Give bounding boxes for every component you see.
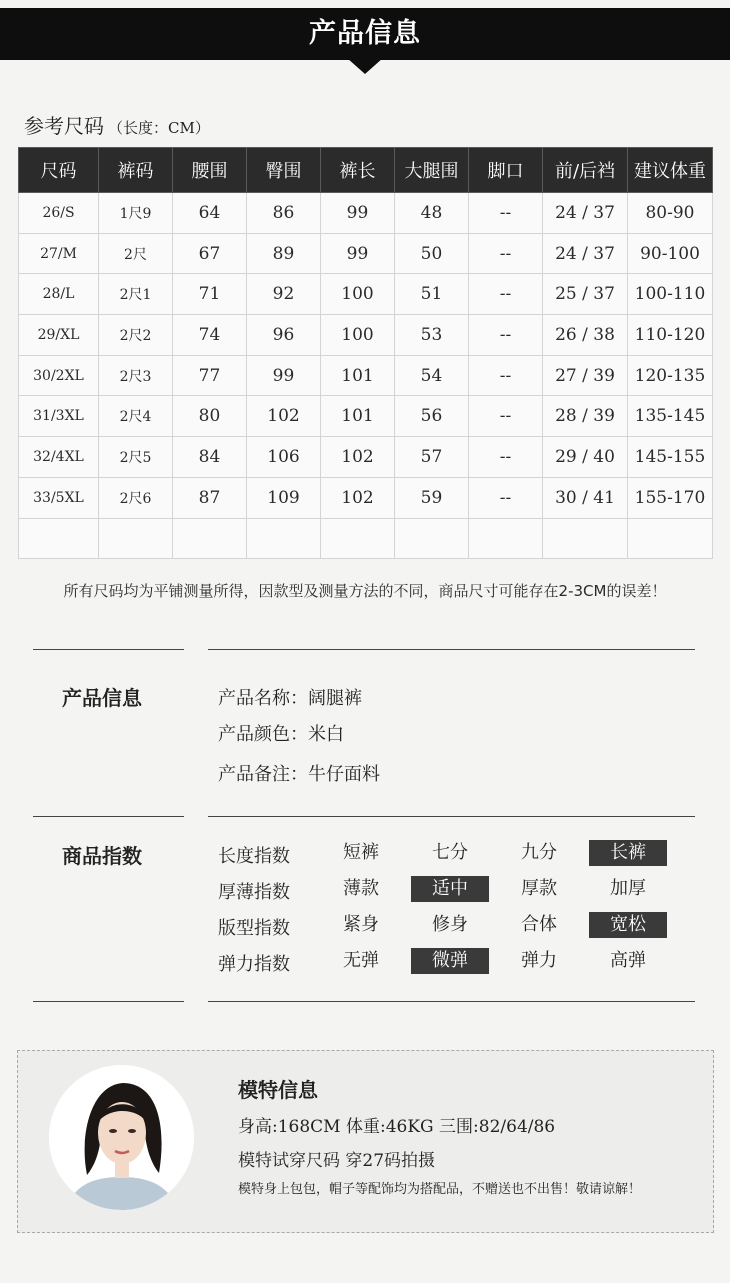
table-cell: 74 <box>173 315 247 356</box>
table-cell: 102 <box>247 396 321 437</box>
table-cell: 71 <box>173 274 247 315</box>
table-cell: 26 / 38 <box>543 315 628 356</box>
table-cell: 2尺 <box>99 233 173 274</box>
table-cell: 77 <box>173 355 247 396</box>
index-option: 合体 <box>521 914 557 935</box>
size-chart-table <box>18 147 713 559</box>
table-cell: 87 <box>173 477 247 518</box>
table-cell: -- <box>469 233 543 274</box>
table-cell: 100 <box>321 315 395 356</box>
table-cell: -- <box>469 355 543 396</box>
index-option-selected: 宽松 <box>589 912 667 938</box>
table-cell: 26/S <box>19 193 99 234</box>
table-cell: -- <box>469 274 543 315</box>
index-label: 长度指数 <box>218 846 290 867</box>
table-cell: 53 <box>395 315 469 356</box>
table-cell: 155-170 <box>628 477 713 518</box>
index-label: 弹力指数 <box>218 954 290 975</box>
table-row <box>19 233 713 274</box>
index-option: 加厚 <box>610 878 646 899</box>
table-cell: 99 <box>247 355 321 396</box>
index-option: 七分 <box>432 842 468 863</box>
table-cell: 32/4XL <box>19 437 99 478</box>
table-cell: 120-135 <box>628 355 713 396</box>
size-chart-unit: （长度：CM） <box>108 119 210 137</box>
table-cell: 28/L <box>19 274 99 315</box>
table-cell: 101 <box>321 355 395 396</box>
size-chart-header-cell: 大腿围 <box>395 148 469 193</box>
index-option-selected: 微弹 <box>411 948 489 974</box>
size-chart-header-cell: 建议体重 <box>628 148 713 193</box>
size-note: 所有尺码均为平铺测量所得，因款型及测量方法的不同，商品尺寸可能存在2-3CM的误差！ <box>63 582 667 600</box>
size-chart-header-cell: 裤码 <box>99 148 173 193</box>
table-cell: 2尺4 <box>99 396 173 437</box>
table-cell: 31/3XL <box>19 396 99 437</box>
table-cell: 102 <box>321 437 395 478</box>
model-avatar <box>49 1065 194 1210</box>
index-option-selected: 长裤 <box>589 840 667 866</box>
table-cell: -- <box>469 437 543 478</box>
table-cell: 30/2XL <box>19 355 99 396</box>
table-cell: 28 / 39 <box>543 396 628 437</box>
table-cell: 33/5XL <box>19 477 99 518</box>
table-cell: 2尺1 <box>99 274 173 315</box>
size-chart-header-cell: 腰围 <box>173 148 247 193</box>
table-cell: 145-155 <box>628 437 713 478</box>
index-option: 无弹 <box>343 950 379 971</box>
table-cell: 30 / 41 <box>543 477 628 518</box>
model-info-title: 模特信息 <box>238 1078 318 1102</box>
table-cell: -- <box>469 396 543 437</box>
index-option: 修身 <box>432 914 468 935</box>
table-cell: 109 <box>247 477 321 518</box>
table-cell <box>395 518 469 559</box>
table-cell: 56 <box>395 396 469 437</box>
table-cell: 101 <box>321 396 395 437</box>
model-note: 模特身上包包，帽子等配饰均为搭配品，不赠送也不出售！敬请谅解！ <box>238 1182 642 1197</box>
size-chart-title: 参考尺码 <box>24 114 104 138</box>
table-cell: 80-90 <box>628 193 713 234</box>
index-option: 高弹 <box>610 950 646 971</box>
banner-title: 产品信息 <box>309 18 421 49</box>
product-remark: 产品备注：牛仔面料 <box>218 764 380 785</box>
table-cell <box>99 518 173 559</box>
table-cell: 24 / 37 <box>543 233 628 274</box>
size-chart-header-cell: 裤长 <box>321 148 395 193</box>
size-chart-header-cell: 前/后裆 <box>543 148 628 193</box>
table-cell: 100-110 <box>628 274 713 315</box>
table-cell: 29 / 40 <box>543 437 628 478</box>
index-option: 厚款 <box>521 878 557 899</box>
index-option: 薄款 <box>343 878 379 899</box>
table-cell: 110-120 <box>628 315 713 356</box>
table-cell <box>469 518 543 559</box>
table-row <box>19 193 713 234</box>
size-chart-heading <box>24 110 210 139</box>
table-cell: 92 <box>247 274 321 315</box>
table-cell <box>321 518 395 559</box>
table-row <box>19 477 713 518</box>
table-cell: 99 <box>321 193 395 234</box>
table-cell: -- <box>469 193 543 234</box>
divider <box>208 1001 695 1002</box>
index-option: 九分 <box>521 842 557 863</box>
table-row <box>19 274 713 315</box>
size-chart-header-cell: 臀围 <box>247 148 321 193</box>
banner-notch <box>347 58 383 74</box>
table-cell: 51 <box>395 274 469 315</box>
index-option: 弹力 <box>521 950 557 971</box>
table-cell: 27/M <box>19 233 99 274</box>
index-title: 商品指数 <box>62 844 142 868</box>
table-cell: 80 <box>173 396 247 437</box>
table-cell: 90-100 <box>628 233 713 274</box>
table-cell: 135-145 <box>628 396 713 437</box>
index-option-selected: 适中 <box>411 876 489 902</box>
table-cell: 2尺5 <box>99 437 173 478</box>
table-cell: 89 <box>247 233 321 274</box>
table-cell: 106 <box>247 437 321 478</box>
table-row <box>19 518 713 559</box>
table-cell: 59 <box>395 477 469 518</box>
table-cell: 64 <box>173 193 247 234</box>
index-option: 紧身 <box>343 914 379 935</box>
table-cell: 48 <box>395 193 469 234</box>
table-cell: 29/XL <box>19 315 99 356</box>
table-row <box>19 315 713 356</box>
table-cell <box>628 518 713 559</box>
table-cell: 2尺2 <box>99 315 173 356</box>
product-color: 产品颜色：米白 <box>218 724 344 745</box>
table-cell: 2尺3 <box>99 355 173 396</box>
table-row <box>19 355 713 396</box>
table-cell: 27 / 39 <box>543 355 628 396</box>
table-cell: -- <box>469 315 543 356</box>
table-cell: 25 / 37 <box>543 274 628 315</box>
model-stats: 身高:168CM 体重:46KG 三围:82/64/86 <box>238 1117 556 1137</box>
divider <box>33 1001 184 1002</box>
table-cell: 100 <box>321 274 395 315</box>
divider <box>33 649 184 650</box>
divider <box>208 649 695 650</box>
index-label: 版型指数 <box>218 918 290 939</box>
table-cell: 2尺6 <box>99 477 173 518</box>
divider <box>208 816 695 817</box>
table-cell: 24 / 37 <box>543 193 628 234</box>
table-cell: -- <box>469 477 543 518</box>
table-cell: 96 <box>247 315 321 356</box>
table-cell: 102 <box>321 477 395 518</box>
table-cell: 1尺9 <box>99 193 173 234</box>
divider <box>33 816 184 817</box>
table-cell: 57 <box>395 437 469 478</box>
table-cell: 84 <box>173 437 247 478</box>
table-row <box>19 437 713 478</box>
size-chart-header-row <box>19 148 713 193</box>
table-cell: 99 <box>321 233 395 274</box>
table-cell <box>19 518 99 559</box>
size-chart-header-cell: 脚口 <box>469 148 543 193</box>
model-size: 模特试穿尺码 穿27码拍摄 <box>238 1151 436 1171</box>
table-cell: 86 <box>247 193 321 234</box>
table-row <box>19 396 713 437</box>
table-cell: 50 <box>395 233 469 274</box>
table-cell: 54 <box>395 355 469 396</box>
product-name: 产品名称：阔腿裤 <box>218 688 362 709</box>
size-chart-header-cell: 尺码 <box>19 148 99 193</box>
table-cell <box>173 518 247 559</box>
product-info-title: 产品信息 <box>62 686 142 710</box>
table-cell <box>247 518 321 559</box>
index-option: 短裤 <box>343 842 379 863</box>
table-cell <box>543 518 628 559</box>
index-label: 厚薄指数 <box>218 882 290 903</box>
table-cell: 67 <box>173 233 247 274</box>
